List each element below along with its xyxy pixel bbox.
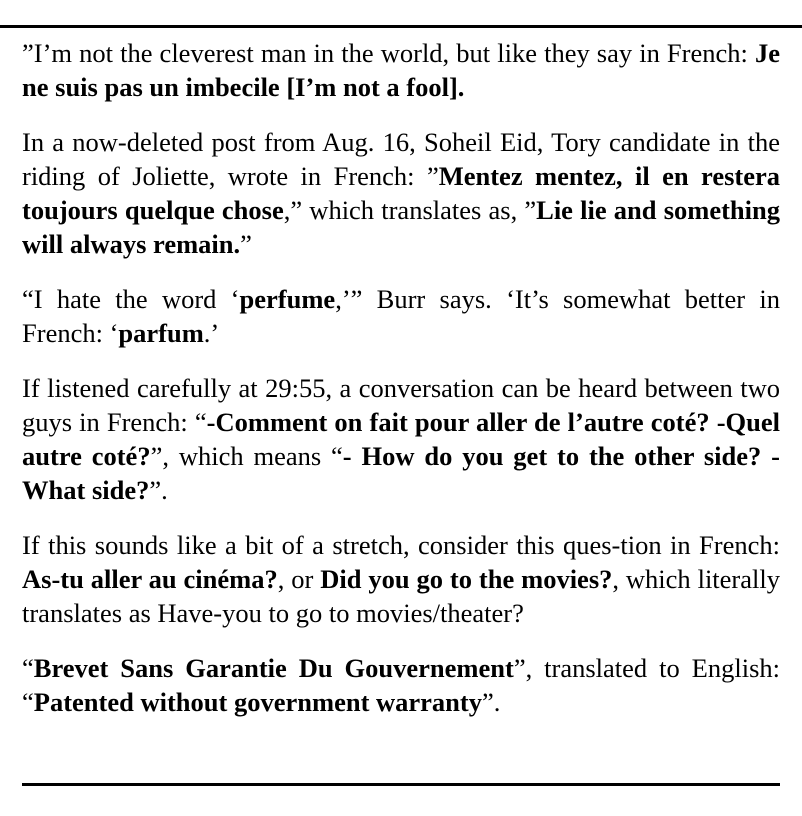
- example-paragraph: [22, 528, 780, 630]
- example-paragraph: [22, 36, 780, 104]
- text-segment: ,” which translates as, ”: [283, 195, 537, 225]
- text-segment: “: [22, 653, 34, 683]
- text-segment: ”: [240, 229, 252, 259]
- text-segment: If this sounds like a bit of a stretch, consider this ques-tion in French:: [22, 530, 780, 560]
- text-segment: “I hate the word ‘: [22, 284, 240, 314]
- text-segment: .’: [203, 318, 220, 348]
- text-segment: ”, which means “: [150, 441, 343, 471]
- example-paragraph: [22, 651, 780, 719]
- example-paragraph: [22, 125, 780, 261]
- table-bottom-rule: [22, 783, 780, 786]
- bold-segment: As-tu aller au cinéma?: [22, 564, 278, 594]
- bold-segment: Mentez mentez, il en restera toujours quelque chose: [22, 161, 780, 225]
- examples-table: [22, 36, 780, 719]
- example-paragraph: [22, 282, 780, 350]
- bold-segment: Lie lie and something will always remain.: [22, 195, 781, 259]
- bold-segment: parfum: [118, 318, 204, 348]
- example-paragraph: [22, 371, 780, 507]
- text-segment: ”I’m not the cleverest man in the world, but like they say in French:: [22, 38, 755, 68]
- bold-segment: Brevet Sans Garantie Du Gouvernement: [33, 653, 514, 683]
- bold-segment: Je ne suis pas un imbecile [I’m not a fool].: [22, 38, 780, 102]
- text-segment: ”.: [482, 687, 501, 717]
- text-segment: If listened carefully at 29:55, a conversation can be heard between two guys in French: “: [22, 373, 780, 437]
- text-segment: , which literally translates as Have-you to go to movies/theater?: [22, 564, 780, 628]
- bold-segment: Patented without government warranty: [33, 687, 482, 717]
- bold-segment: -Comment on fait pour aller de l’autre coté? -Quel autre coté?: [22, 407, 780, 471]
- bold-segment: - How do you get to the other side? - What side?: [22, 441, 780, 505]
- table-top-rule: [0, 25, 802, 28]
- text-segment: ,’” Burr says. ‘It’s somewhat better in French: ‘: [22, 284, 780, 348]
- bold-segment: Did you go to the movies?: [320, 564, 613, 594]
- bold-segment: perfume: [239, 284, 336, 314]
- text-segment: ”, translated to English: “: [22, 653, 780, 717]
- text-segment: In a now-deleted post from Aug. 16, Soheil Eid, Tory candidate in the riding of Joliette, wrote in French: ”: [22, 127, 780, 191]
- text-segment: , or: [277, 564, 321, 594]
- text-segment: ”.: [149, 475, 168, 505]
